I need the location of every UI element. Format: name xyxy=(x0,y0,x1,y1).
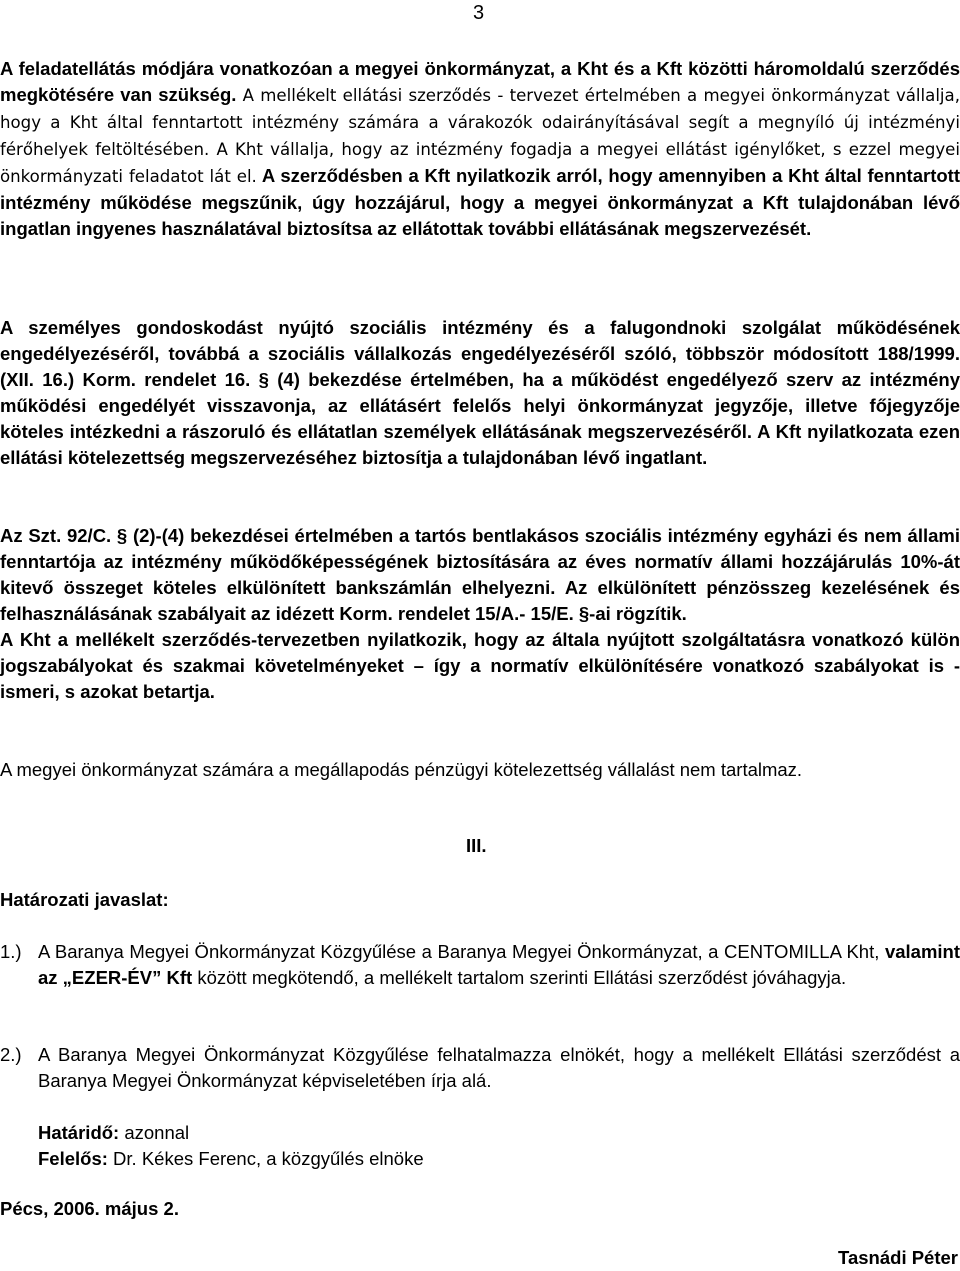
deadline-label: Határidő: xyxy=(38,1122,120,1143)
paragraph-financial: A megyei önkormányzat számára a megállapodás pénzügyi kötelezettség vállalást nem tartalmaz. xyxy=(0,759,803,780)
paragraph-szt-reference: Az Szt. 92/C. § (2)-(4) bekezdései értelmében a tartós bentlakásos szociális intézmény egyházi és nem állami fenntartója az intézmény működőképességének biztosítására az éves normatív állami hozzájárulás 10%-át kitevő összeget köteles elkülönített bankszámlán elhelyezni. Az elkülönített pénzösszeg kezelésének és felhasználásának szabályait az idézett Korm. rendelet 15/A.- 15/E. §-ai rögzítik. xyxy=(0,525,960,624)
paragraph-contract-details: A mellékelt ellátási szerződés - tervezet értelmében a megyei önkormányzat vállalja, hogy a Kht által fenntartott intézmény számára a várakozók odairányításával segít a megnyíló új intézményi férőhelyek feltöltésében. A Kht vállalja, hogy az intézmény fogadja a megyei ellátást igénylőket, s ezzel megyei önkormányzati feladatot lát el. xyxy=(0,86,960,186)
page-number: 3 xyxy=(473,2,485,24)
paragraph-regulation: A személyes gondoskodást nyújtó szociális intézmény és a falugondnoki szolgálat működésének engedélyezéséről, továbbá a szociális vállalkozás engedélyezéséről szóló, többször módosított 188/1999. (XII. 16.) Korm. rendelet 16. § (4) bekezdése értelmében, ha a működést engedélyező szerv az intézmény működési engedélyét visszavonja, az ellátásért felelős helyi önkormányzat jegyzője, illetve főjegyzője köteles intézkedni a rászoruló és ellátatlan személyek ellátásának megszervezéséről. A Kft nyilatkozata ezen ellátási kötelezettség megszervezéséhez biztosítja a tulajdonában lévő ingatlant. xyxy=(0,317,960,468)
date-line: Pécs, 2006. május 2. xyxy=(0,1198,179,1219)
resolution-item-2 xyxy=(0,1042,960,1094)
resolution-item-1 xyxy=(0,939,960,991)
deadline-line xyxy=(0,1120,960,1146)
paragraph-kft-statement: A szerződésben a Kft nyilatkozik arról, hogy amennyiben a Kht által fenntartott intézmény működése megszűnik, úgy hozzájárul, hogy a megyei önkormányzat a Kft tulajdonában lévő ingatlan ingyenes használatával biztosítsa az ellátottak további ellátásának megszervezését. xyxy=(0,165,960,239)
item-number: 2.) xyxy=(0,1044,22,1065)
item-text-bold: valamint az „EZER-ÉV” Kft xyxy=(38,941,960,988)
section-heading: III. xyxy=(466,835,487,856)
item-text-part: között megkötendő, a mellékelt tartalom szerinti Ellátási szerződést jóváhagyja. xyxy=(192,967,847,988)
responsible-label: Felelős: xyxy=(38,1148,108,1169)
paragraph-kht-declaration: A Kht a mellékelt szerződés-tervezetben nyilatkozik, hogy az általa nyújtott szolgáltatásra vonatkozó külön jogszabályokat és szakmai követelményeket – így a normatív elkülönítésére vonatkozó szabályokat is - ismeri, s azokat betartja. xyxy=(0,629,960,702)
proposal-heading: Határozati javaslat: xyxy=(0,889,169,910)
signer-name: Tasnádi Péter xyxy=(838,1247,958,1268)
item-text xyxy=(38,939,960,991)
paragraph-arrangement xyxy=(0,56,960,242)
responsible-value: Dr. Kékes Ferenc, a közgyűlés elnöke xyxy=(107,1148,424,1169)
responsible-line xyxy=(0,1146,960,1172)
paragraph-lead-bold: A feladatellátás módjára vonatkozóan a megyei önkormányzat, a Kht és a Kft közötti háromoldalú szerződés megkötésére van szükség. xyxy=(0,58,960,105)
item-text-part: A Baranya Megyei Önkormányzat Közgyűlése a Baranya Megyei Önkormányzat, a CENTOMILLA Kht, xyxy=(38,941,885,962)
item-text: A Baranya Megyei Önkormányzat Közgyűlése felhatalmazza elnökét, hogy a mellékelt Ellátási szerződést a Baranya Megyei Önkormányzat képviseletében írja alá. xyxy=(38,1044,960,1091)
deadline-value: azonnal xyxy=(119,1122,190,1143)
item-number: 1.) xyxy=(0,941,22,962)
